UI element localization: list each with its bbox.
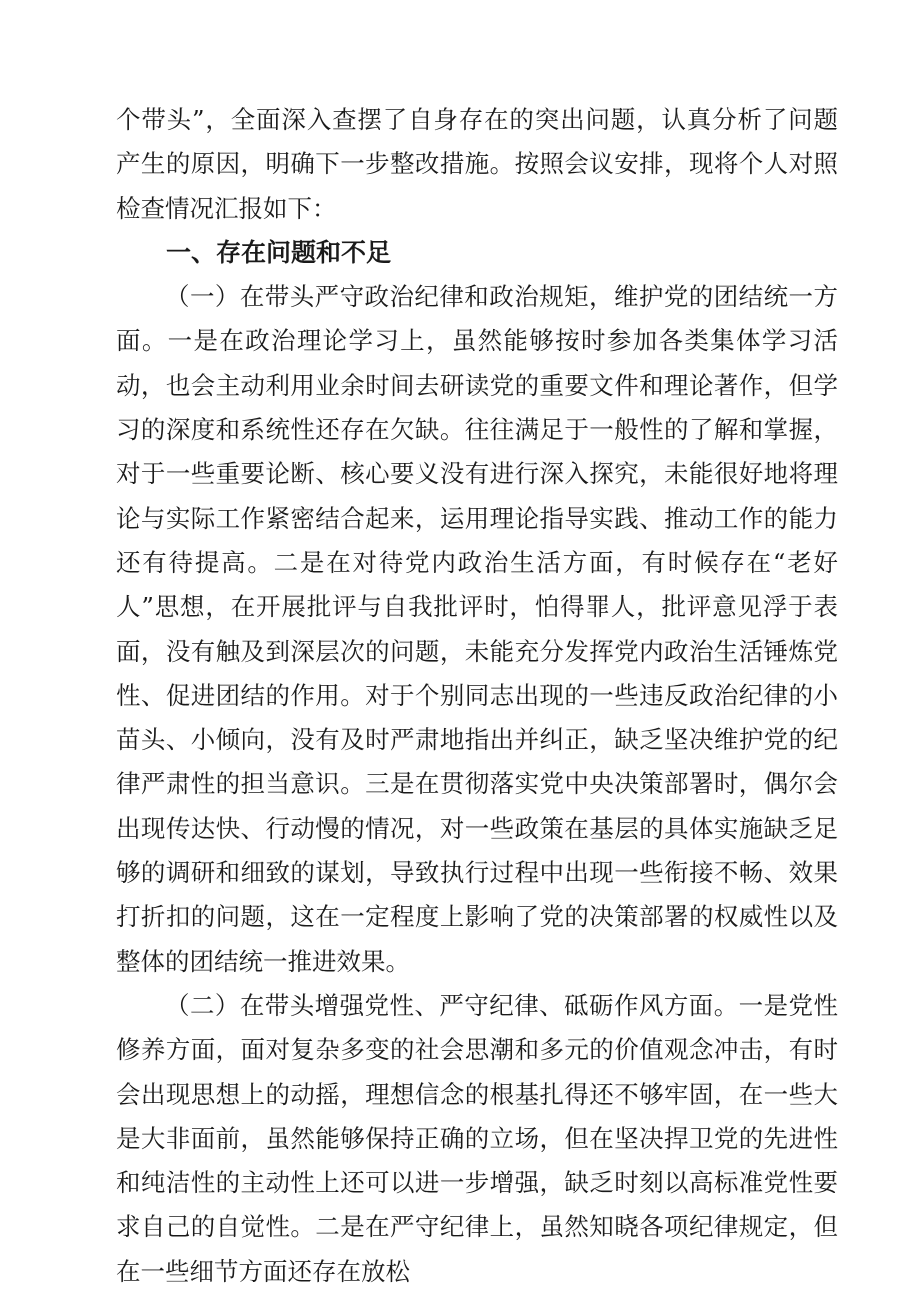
document-body: [116, 98, 838, 1294]
intro-paragraph: 个带头”，全面深入查摆了自身存在的突出问题，认真分析了问题产生的原因，明确下一步整改措施。按照会议安排，现将个人对照检查情况汇报如下：: [116, 105, 838, 223]
paragraph-party-spirit: （二）在带头增强党性、严守纪律、砥砺作风方面。一是党性修养方面，面对复杂多变的社会思潮和多元的价值观念冲击，有时会出现思想上的动摇，理想信念的根基扎得还不够牢固，在一些大是大非面前，虽然能够保持正确的立场，但在坚决捍卫党的先进性和纯洁性的主动性上还可以进一步增强，缺乏时刻以高标准党性要求自己的自觉性。二是在严守纪律上，虽然知晓各项纪律规定，但在一些细节方面还存在放松: [116, 990, 838, 1286]
section-heading: 一、存在问题和不足: [166, 237, 392, 267]
paragraph-political-discipline: （一）在带头严守政治纪律和政治规矩，维护党的团结统一方面。一是在政治理论学习上，虽然能够按时参加各类集体学习活动，也会主动利用业余时间去研读党的重要文件和理论著作，但学习的深度和系统性还存在欠缺。往往满足于一般性的了解和掌握，对于一些重要论断、核心要义没有进行深入探究，未能很好地将理论与实际工作紧密结合起来，运用理论指导实践、推动工作的能力还有待提高。二是在对待党内政治生活方面，有时候存在“老好人”思想，在开展批评与自我批评时，怕得罪人，批评意见浮于表面，没有触及到深层次的问题，未能充分发挥党内政治生活锤炼党性、促进团结的作用。对于个别同志出现的一些违反政治纪律的小苗头、小倾向，没有及时严肃地指出并纠正，缺乏坚决维护党的纪律严肃性的担当意识。三是在贯彻落实党中央决策部署时，偶尔会出现传达快、行动慢的情况，对一些政策在基层的具体实施缺乏足够的调研和细致的谋划，导致执行过程中出现一些衔接不畅、效果打折扣的问题，这在一定程度上影响了党的决策部署的权威性以及整体的团结统一推进效果。: [116, 282, 838, 976]
